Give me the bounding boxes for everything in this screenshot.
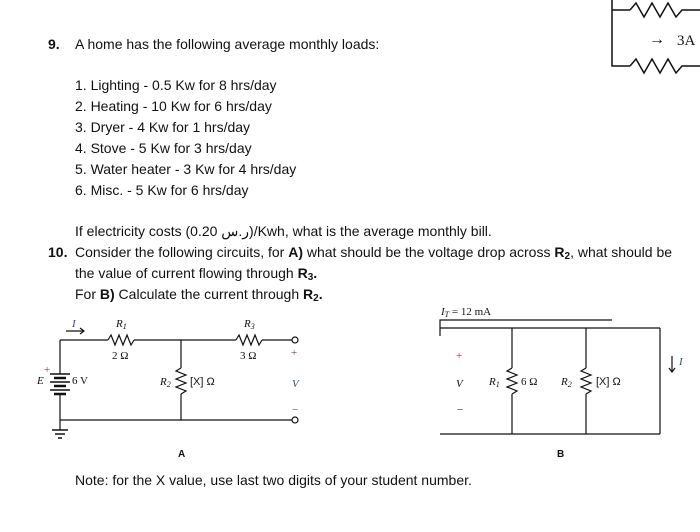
question-9-intro: A home has the following average monthly loads: [75,36,380,52]
resistor-r1 [108,335,134,345]
load-item: 2. Heating - 10 Kw for 6 hrs/day [75,98,272,114]
circuit-a-source-label: E [37,375,44,387]
circuit-a-v-label: V [292,378,299,390]
load-item: 4. Stove - 5 Kw for 3 hrs/day [75,140,252,156]
resistor-r2 [581,368,591,394]
circuit-a-v-plus: + [291,347,298,359]
circuit-a-v-minus: − [292,404,299,416]
electricity-cost-question: If electricity costs ( ر.س 0.20)/Kwh, what is the average monthly bill. [75,223,492,239]
circuit-a-source-value: 6 V [72,375,88,387]
circuit-b-r1-value: 6 Ω [521,376,538,388]
circuit-b-r2-value: [X] Ω [596,376,621,388]
circuit-a-current-label: I [72,318,76,330]
terminal [292,417,298,423]
circuit-b-v-minus: − [457,404,464,416]
load-item: 1. Lighting - 0.5 Kw for 8 hrs/day [75,77,277,93]
circuit-a-r2-value: [X] Ω [190,376,215,388]
load-item: 5. Water heater - 3 Kw for 4 hrs/day [75,161,297,177]
circuit-a-r3-label: R3 [244,318,255,331]
load-item: 3. Dryer - 4 Kw for 1 hrs/day [75,119,251,135]
circuit-b-total-current: IT = 12 mA [441,306,492,319]
circuit-a-caption: A [178,449,186,460]
currency-symbol: ر.س [221,223,250,239]
question-10-line-1: Consider the following circuits, for A) what should be the voltage drop across $R_2$, what should be [75,244,673,262]
question-9-number: 9. [48,36,60,52]
circuit-b-caption: B [557,449,565,460]
circuit-b-v-plus: + [456,350,463,362]
circuit-a-plus: + [44,364,51,376]
circuit-b-r1-label: R1 [489,376,500,389]
corner-current-value: 3A [677,33,696,49]
resistor-r3 [236,335,262,345]
circuit-a-r2-label: R2 [160,376,171,389]
circuit-b-wires [440,320,675,434]
corner-current-arrow-icon: → [649,31,665,48]
question-10-number: 10. [48,244,68,260]
circuit-b-current-label: I [679,356,683,368]
circuit-b-v-label: V [456,378,463,390]
resistor-r2 [176,368,186,394]
circuit-b-r2-label: R2 [561,376,572,389]
circuit-a-r3-value: 3 Ω [240,350,257,362]
student-number-note: Note: for the X value, use last two digits of your student number. [75,472,472,488]
load-item: 6. Misc. - 5 Kw for 6 hrs/day [75,182,249,198]
resistor-r1 [507,368,517,394]
question-10-line-2: the value of current flowing through $R_3$. [75,265,318,283]
terminal [292,337,298,343]
circuit-a-r1-label: R1 [116,318,127,331]
circuit-a-r1-value: 2 Ω [112,350,129,362]
question-10-line-3: For B) Calculate the current through $R_2$. [75,286,323,304]
